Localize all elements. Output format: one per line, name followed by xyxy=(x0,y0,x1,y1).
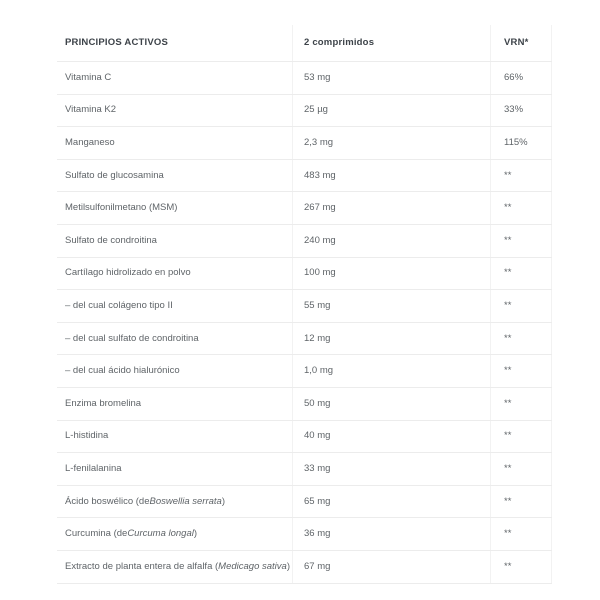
table-row xyxy=(57,95,552,128)
ingredient-vrn: ** xyxy=(490,160,552,192)
ingredient-amount: 50 mg xyxy=(292,388,490,420)
ingredient-amount: 267 mg xyxy=(292,192,490,224)
ingredient-name: – del cual ácido hialurónico xyxy=(65,365,180,377)
ingredient-amount: 65 mg xyxy=(292,486,490,518)
ingredient-name: Extracto de planta entera de alfalfa ( Medicago sativa ) xyxy=(65,560,290,572)
ingredient-name: Vitamina K2 xyxy=(65,104,117,116)
ingredient-name: Ácido boswélico (de Boswellia serrata ) xyxy=(65,495,226,507)
table-row xyxy=(57,258,552,291)
ingredient-vrn: ** xyxy=(490,355,552,387)
ingredient-amount: 240 mg xyxy=(292,225,490,257)
ingredient-amount: 12 mg xyxy=(292,323,490,355)
ingredient-name: Sulfato de glucosamina xyxy=(65,169,164,181)
ingredient-amount: 2,3 mg xyxy=(292,127,490,159)
ingredient-vrn: ** xyxy=(490,290,552,322)
table-row xyxy=(57,486,552,519)
table-row xyxy=(57,388,552,421)
table-row xyxy=(57,192,552,225)
scientific-name: Boswellia serrata xyxy=(149,495,222,507)
column-header-vrn: VRN* xyxy=(490,25,552,61)
table-row xyxy=(57,225,552,258)
ingredient-vrn: 66% xyxy=(490,62,552,94)
ingredient-name: Cartílago hidrolizado en polvo xyxy=(65,267,191,279)
table-row xyxy=(57,518,552,551)
table-row xyxy=(57,551,552,584)
ingredient-amount: 55 mg xyxy=(292,290,490,322)
ingredient-vrn: 33% xyxy=(490,95,552,127)
ingredient-name: Metilsulfonilmetano (MSM) xyxy=(65,202,178,214)
ingredient-amount: 40 mg xyxy=(292,421,490,453)
column-header-dose: 2 comprimidos xyxy=(292,25,490,61)
ingredient-name: L-histidina xyxy=(65,430,109,442)
table-row xyxy=(57,62,552,95)
column-header-principios-activos: PRINCIPIOS ACTIVOS xyxy=(65,37,169,49)
table-row xyxy=(57,323,552,356)
ingredient-name: Enzima bromelina xyxy=(65,397,142,409)
ingredient-name: Curcumina (de Curcuma longal ) xyxy=(65,528,198,540)
ingredient-name: L-fenilalanina xyxy=(65,462,122,474)
table-row xyxy=(57,421,552,454)
table-header-row xyxy=(57,25,552,62)
ingredient-name: Manganeso xyxy=(65,137,115,149)
ingredient-amount: 67 mg xyxy=(292,551,490,583)
ingredient-name: Vitamina C xyxy=(65,71,112,83)
ingredient-amount: 1,0 mg xyxy=(292,355,490,387)
ingredient-name: – del cual sulfato de condroitina xyxy=(65,332,199,344)
table-row xyxy=(57,127,552,160)
active-ingredients-table xyxy=(57,25,552,584)
table-row xyxy=(57,355,552,388)
table-row xyxy=(57,160,552,193)
table-row xyxy=(57,290,552,323)
ingredient-vrn: 115% xyxy=(490,127,552,159)
ingredient-vrn: ** xyxy=(490,551,552,583)
table-row xyxy=(57,453,552,486)
scientific-name: Medicago sativa xyxy=(218,560,287,572)
ingredient-vrn: ** xyxy=(490,258,552,290)
ingredient-amount: 53 mg xyxy=(292,62,490,94)
ingredient-vrn: ** xyxy=(490,486,552,518)
ingredient-amount: 100 mg xyxy=(292,258,490,290)
ingredient-amount: 36 mg xyxy=(292,518,490,550)
ingredient-vrn: ** xyxy=(490,225,552,257)
ingredient-vrn: ** xyxy=(490,323,552,355)
table-body xyxy=(57,62,552,584)
ingredient-vrn: ** xyxy=(490,421,552,453)
ingredient-amount: 33 mg xyxy=(292,453,490,485)
ingredient-amount: 483 mg xyxy=(292,160,490,192)
ingredient-vrn: ** xyxy=(490,453,552,485)
ingredient-name: – del cual colágeno tipo II xyxy=(65,300,173,312)
ingredient-vrn: ** xyxy=(490,388,552,420)
ingredient-name: Sulfato de condroitina xyxy=(65,234,157,246)
scientific-name: Curcuma longal xyxy=(127,528,194,540)
ingredient-vrn: ** xyxy=(490,192,552,224)
ingredient-vrn: ** xyxy=(490,518,552,550)
ingredient-amount: 25 µg xyxy=(292,95,490,127)
